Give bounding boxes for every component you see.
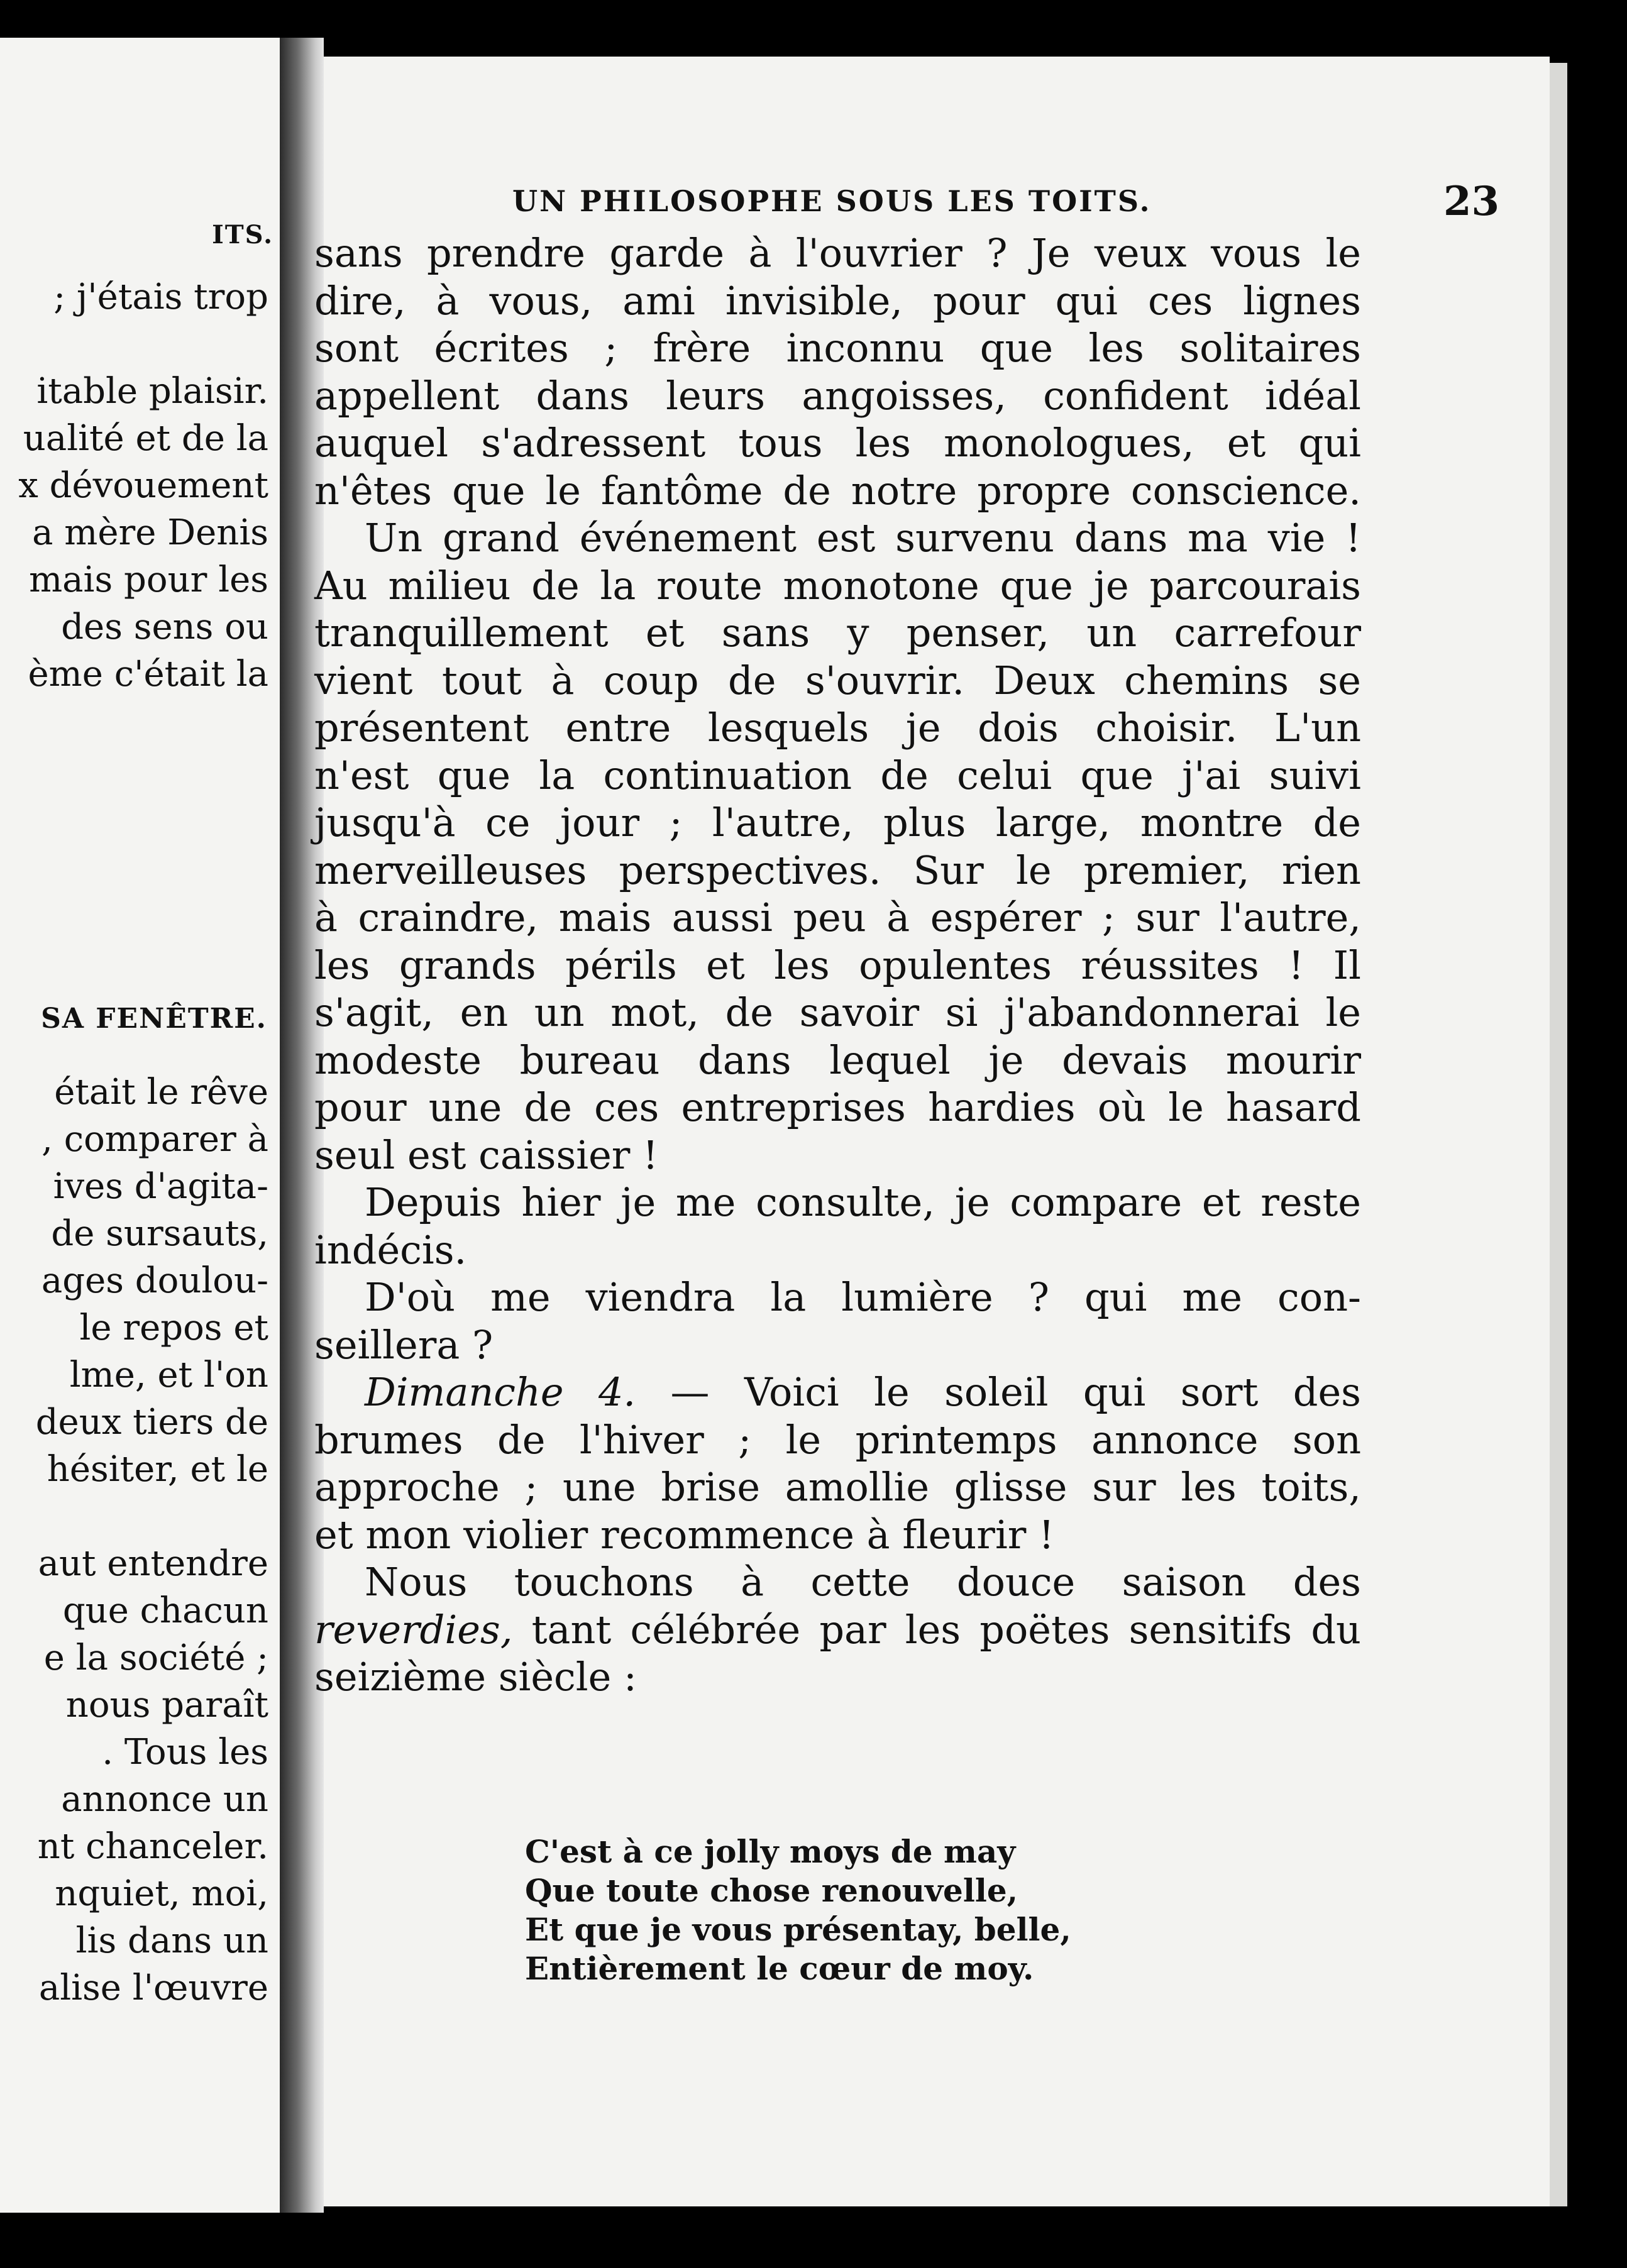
facing-page-left (0, 38, 280, 2213)
text-line: jusqu'à ce jour ; l'autre, plus large, montre de (314, 800, 1361, 845)
text-line: sont écrites ; frère inconnu que les solitaires (314, 325, 1361, 371)
text-line: seizième siècle : (314, 1654, 637, 1700)
left-line: e la société ; (43, 1638, 268, 1678)
left-line: nquiet, moi, (55, 1873, 268, 1914)
text-line: merveilleuses perspectives. Sur le premier, rien (314, 847, 1361, 893)
left-line: , comparer à (41, 1119, 268, 1160)
text-line: appellent dans leurs angoisses, confident idéal (314, 372, 1361, 419)
left-line (0, 321, 268, 368)
verse-line: Entièrement le cœur de moy. (525, 1950, 1034, 1987)
page-right (314, 57, 1550, 2206)
left-line: a mère Denis (32, 512, 268, 553)
left-line: annonce un (61, 1779, 268, 1820)
left-line: lis dans un (75, 1920, 268, 1961)
left-line: ualité et de la (23, 418, 268, 459)
left-line: hésiter, et le (47, 1449, 268, 1490)
text-line-with-italic (314, 1606, 1361, 1654)
text-line: dire, à vous, ami invisible, pour qui ces lignes (314, 277, 1361, 324)
text-line: présentent entre lesquels je dois choisir. L'un (314, 705, 1361, 751)
left-line: itable plaisir. (36, 371, 268, 412)
text-line: n'est que la continuation de celui que j'ai suivi (314, 752, 1361, 798)
left-line: deux tiers de (35, 1402, 268, 1443)
text-line: Au milieu de la route monotone que je parcourais (314, 562, 1361, 608)
left-line: de sursauts, (51, 1213, 268, 1254)
text-line: vient tout à coup de s'ouvrir. Deux chemins se (314, 657, 1361, 703)
text-line: pour une de ces entreprises hardies où le hasard (314, 1084, 1361, 1130)
text-line: tranquillement et sans y penser, un carrefour (314, 610, 1361, 656)
text-line: Nous touchons à cette douce saison des (365, 1559, 1361, 1605)
text-line: Depuis hier je me consulte, je compare et reste (365, 1179, 1361, 1225)
text-line: auquel s'adressent tous les monologues, et qui (314, 420, 1361, 466)
text-line: seillera ? (314, 1321, 494, 1368)
text-line: et mon violier recommence à fleurir ! (314, 1511, 1055, 1558)
left-section-heading: SA FENÊTRE. (41, 1003, 267, 1035)
verse-line: C'est à ce jolly moys de may (525, 1833, 1016, 1870)
left-line: ; j'étais trop (53, 277, 268, 317)
left-line: lme, et l'on (69, 1355, 268, 1395)
text-line: indécis. (314, 1226, 467, 1273)
entry-date: Dimanche 4. (365, 1369, 636, 1415)
left-line: était le rêve (54, 1072, 268, 1113)
italic-word: reverdies, (314, 1606, 513, 1653)
text-line: n'êtes que le fantôme de notre propre conscience. (314, 467, 1361, 514)
left-running-head: ITS. (212, 220, 273, 250)
running-title: UN PHILOSOPHE SOUS LES TOITS. (512, 184, 1152, 218)
text-line: seul est caissier ! (314, 1131, 659, 1178)
left-line: . Tous les (102, 1732, 268, 1773)
text-line: Un grand événement est survenu dans ma vie ! (365, 515, 1361, 561)
left-line (0, 1493, 268, 1540)
text-line: approche ; une brise amollie glisse sur les toits, (314, 1464, 1361, 1510)
left-text-block-2 (0, 1069, 268, 2012)
left-line: mais pour les (29, 559, 268, 600)
left-line: nous paraît (65, 1685, 268, 1726)
left-line: aut entendre (38, 1543, 268, 1584)
left-line: ème c'était la (28, 654, 268, 695)
left-line: alise l'œuvre (38, 1968, 268, 2008)
text-rest: tant célébrée par les poëtes sensitifs du (512, 1606, 1361, 1653)
left-line: ages doulou- (41, 1260, 268, 1301)
verse-quotation (525, 1832, 1091, 1988)
page-number: 23 (1443, 178, 1499, 225)
verse-line: Et que je vous présentay, belle, (525, 1911, 1071, 1948)
left-line: le repos et (79, 1307, 268, 1348)
text-line: à craindre, mais aussi peu à espérer ; sur l'autre, (314, 895, 1361, 940)
entry-text: — Voici le soleil qui sort des (636, 1369, 1361, 1415)
verse-line: Que toute chose renouvelle, (525, 1872, 1018, 1909)
text-line: modeste bureau dans lequel je devais mourir (314, 1037, 1361, 1083)
left-line: x dévouement (18, 465, 268, 506)
left-line: ives d'agita- (53, 1166, 268, 1207)
left-line: des sens ou (61, 607, 268, 647)
left-text-block-1 (0, 273, 268, 698)
text-line: sans prendre garde à l'ouvrier ? Je veux vous le (314, 230, 1361, 276)
text-line: D'où me viendra la lumière ? qui me con- (365, 1274, 1361, 1320)
page-header (512, 179, 1518, 229)
left-line: nt chanceler. (37, 1826, 268, 1867)
text-line: s'agit, en un mot, de savoir si j'abandonnerai le (314, 989, 1361, 1035)
text-line: brumes de l'hiver ; le printemps annonce son (314, 1416, 1361, 1463)
left-line: que chacun (62, 1590, 268, 1631)
dated-entry-line (314, 1368, 1361, 1416)
text-line: les grands périls et les opulentes réussites ! Il (314, 942, 1361, 988)
page-edge (1550, 63, 1567, 2206)
body-text (314, 229, 1361, 1701)
